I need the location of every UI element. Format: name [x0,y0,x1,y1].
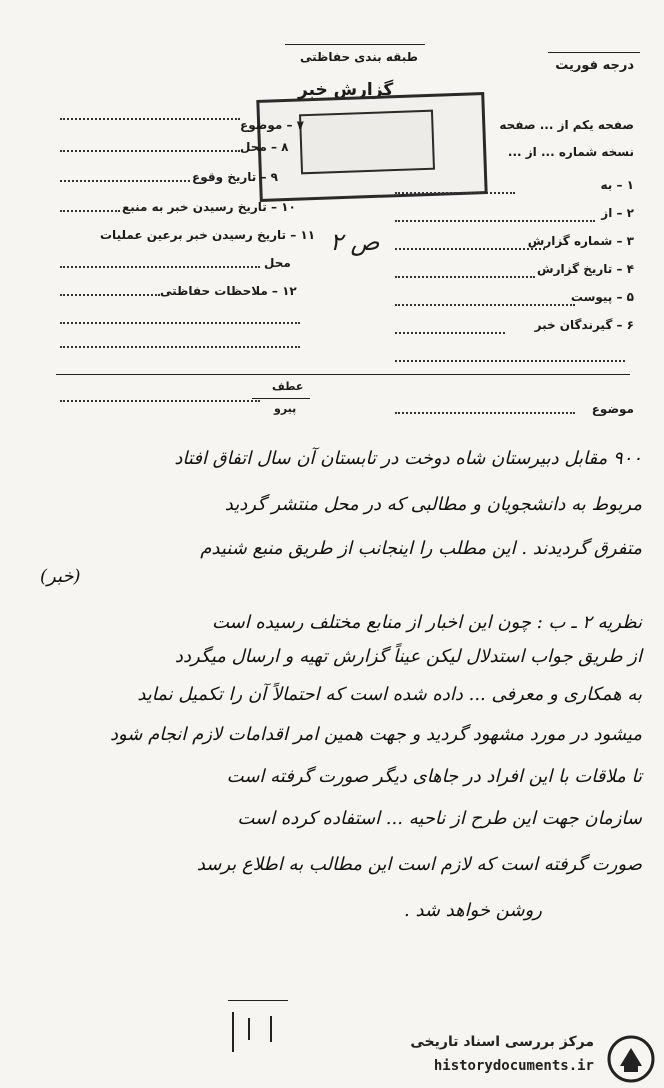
classification-line [285,44,425,45]
follow-up-label: پیرو [274,402,297,415]
hand-line-7: به همکاری و معرفی ... داده شده است که احتمالاً آن را تکمیل نماید [137,684,642,705]
field-location: ۸ – محل [240,140,289,154]
classification-label: طبقه بندی حفاظتی [300,50,418,64]
hand-line-2: مربوط به دانشجویان و مطالبی که در محل منتشر گردید [224,494,642,515]
field-report-number: ۳ – شماره گزارش [527,234,634,248]
field-copy-number: نسخه شماره ... از ... [507,145,634,159]
hand-line-8: میشود در مورد مشهود گردید و جهت همین امر اقدامات لازم انجام شود [109,724,642,745]
field-date-to-source: ۱۰ – تاریخ رسیدن خبر به منبع [122,200,296,214]
hand-line-12: روشن خواهد شد . [404,900,542,921]
field-report-date: ۴ – تاریخ گزارش [537,262,634,276]
field-security-notes: ۱۲ – ملاحظات حفاظتی [160,284,297,298]
hand-line-5: نظریه ۲ ـ ب : چون این اخبار از منابع مختلف رسیده است [211,612,642,633]
reference-label: عطف [272,380,304,393]
archive-name: مرکز بررسی اسناد تاریخی [410,1034,594,1050]
field-date-to-ops: ۱۱ – تاریخ رسیدن خبر برعین عملیات [100,228,316,242]
document-title: گزارش خبر [298,80,394,100]
hand-line-3: متفرق گردیدند . این مطلب را اینجانب از طریق منبع شنیدم [200,538,642,559]
hand-line-10: سازمان جهت این طرح از ناحیه ... استفاده کرده است [237,808,642,829]
urgency-label: درجه فوریت [555,58,634,73]
archive-stamp-inner [299,110,435,175]
subject-label: موضوع [591,402,634,416]
hand-line-4: (خبر) [40,566,81,587]
hand-line-6: از طریق جواب استدلال لیکن عیناً گزارش تهیه و ارسال میگردد [174,646,642,667]
hand-line-1: ۹۰۰ مقابل دبیرستان شاه دوخت در تابستان آن سال اتفاق افتاد [174,448,642,469]
field-occurrence-date: ۹ – تاریخ وقوع [192,170,278,184]
page-mark: ص ۲ [330,228,380,256]
archive-logo-icon [606,1034,656,1084]
hand-line-11: صورت گرفته است که لازم است این مطالب به اطلاع برسد [196,854,642,875]
field-page: صفحه یکم از ... صفحه [499,118,634,132]
section-separator [56,374,630,375]
field-from: ۲ – از [601,206,634,220]
hand-line-9: تا ملاقات با این افراد در جاهای دیگر صورت گرفته است [226,766,642,787]
archive-website: historydocuments.ir [433,1058,594,1074]
urgency-line [548,52,640,53]
field-recipients: ۶ – گیرندگان خبر [534,318,634,332]
field-subject: ۷ – موضوع [240,118,304,132]
field-to: ۱ – به [600,178,634,192]
field-place: محل [264,256,291,270]
field-attachment: ۵ – پیوست [570,290,634,304]
